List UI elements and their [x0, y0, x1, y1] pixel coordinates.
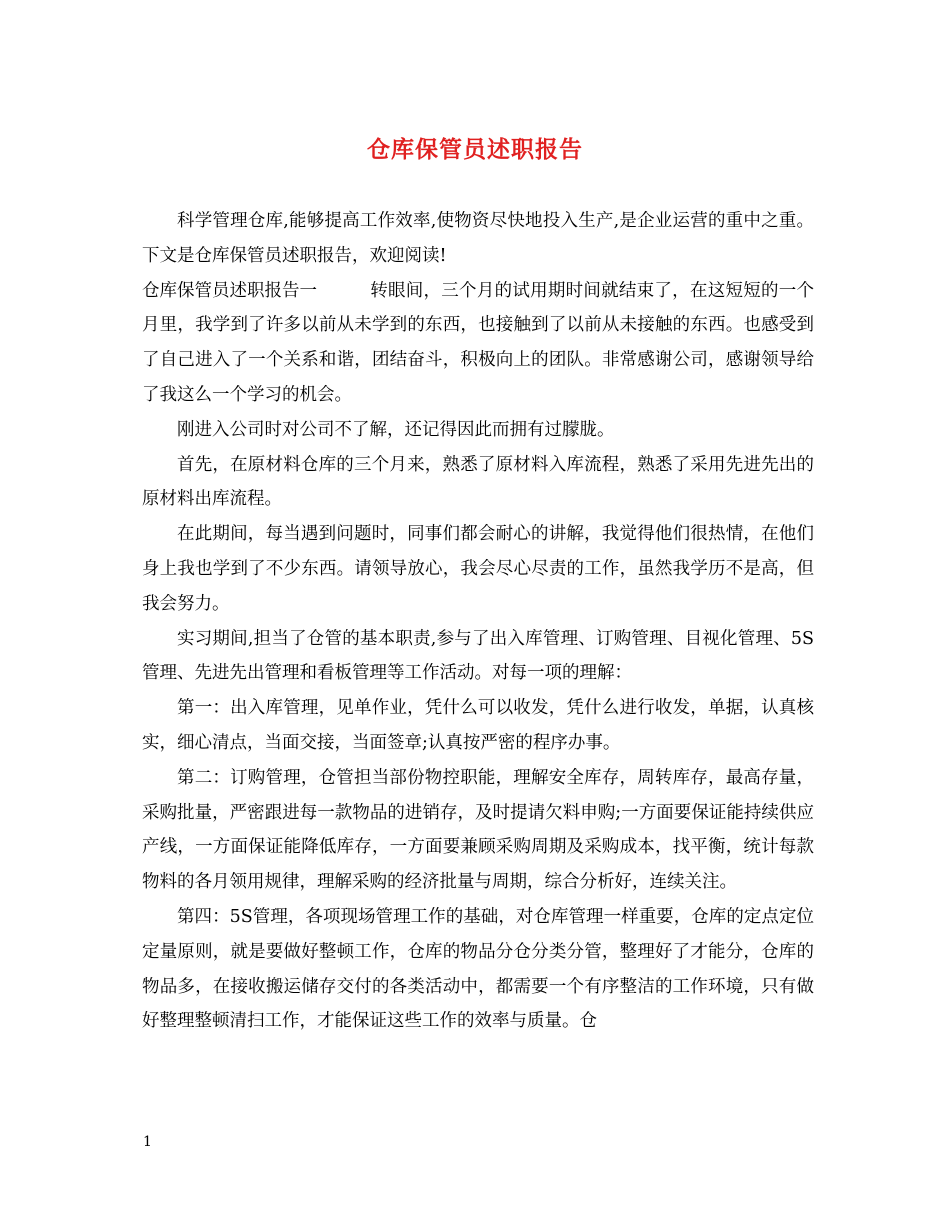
paragraph: 第二：订购管理，仓管担当部份物控职能，理解安全库存，周转库存，最高存量，采购批量，严密跟进每一款物品的进销存，及时提请欠料申购;一方面要保证能持续供应产线，一方面保证能降低库存，一方面要兼顾采购周期及采购成本，找平衡，统计每款物料的各月领用规律，理解采购的经济批量与周期，综合分析好，连续关注。	[142, 767, 814, 893]
section-first-paragraph	[142, 274, 814, 413]
intro-paragraph: 科学管理仓库,能够提高工作效率,使物资尽快地投入生产,是企业运营的重中之重。下文是仓库保管员述职报告，欢迎阅读!	[142, 211, 814, 266]
paragraph: 刚进入公司时对公司不了解，还记得因此而拥有过朦胧。	[177, 419, 615, 440]
paragraph: 首先，在原材料仓库的三个月来，熟悉了原材料入库流程，熟悉了采用先进先出的原材料出库流程。	[142, 454, 814, 510]
document-body	[142, 204, 814, 1039]
section-heading: 仓库保管员述职报告一	[142, 280, 317, 301]
section-first-text: 转眼间，三个月的试用期时间就结束了，在这短短的一个月里，我学到了许多以前从未学到的东西，也接触到了以前从未接触的东西。也感受到了自己进入了一个关系和谐，团结奋斗，积极向上的团队。非常感谢公司，感谢领导给了我这么一个学习的机会。	[142, 280, 814, 405]
paragraph: 第四：5S管理，各项现场管理工作的基础，对仓库管理一样重要，仓库的定点定位定量原则，就是要做好整顿工作，仓库的物品分仓分类分管，整理好了才能分，仓库的物品多，在接收搬运储存交付的各类活动中，都需要一个有序整洁的工作环境，只有做好整理整顿清扫工作，才能保证这些工作的效率与质量。仓	[142, 906, 814, 1032]
paragraph: 第一：出入库管理，见单作业，凭什么可以收发，凭什么进行收发，单据，认真核实，细心清点，当面交接，当面签章;认真按严密的程序办事。	[142, 698, 814, 753]
page-title: 仓库保管员述职报告	[367, 136, 583, 163]
paragraph: 实习期间,担当了仓管的基本职责,参与了出入库管理、订购管理、目视化管理、5S管理、先进先出管理和看板管理等工作活动。对每一项的理解：	[142, 628, 814, 684]
page-number: 1	[143, 1134, 152, 1150]
paragraph: 在此期间，每当遇到问题时，同事们都会耐心的讲解，我觉得他们很热情，在他们身上我也学到了不少东西。请领导放心，我会尽心尽责的工作，虽然我学历不是高，但我会努力。	[142, 524, 814, 614]
